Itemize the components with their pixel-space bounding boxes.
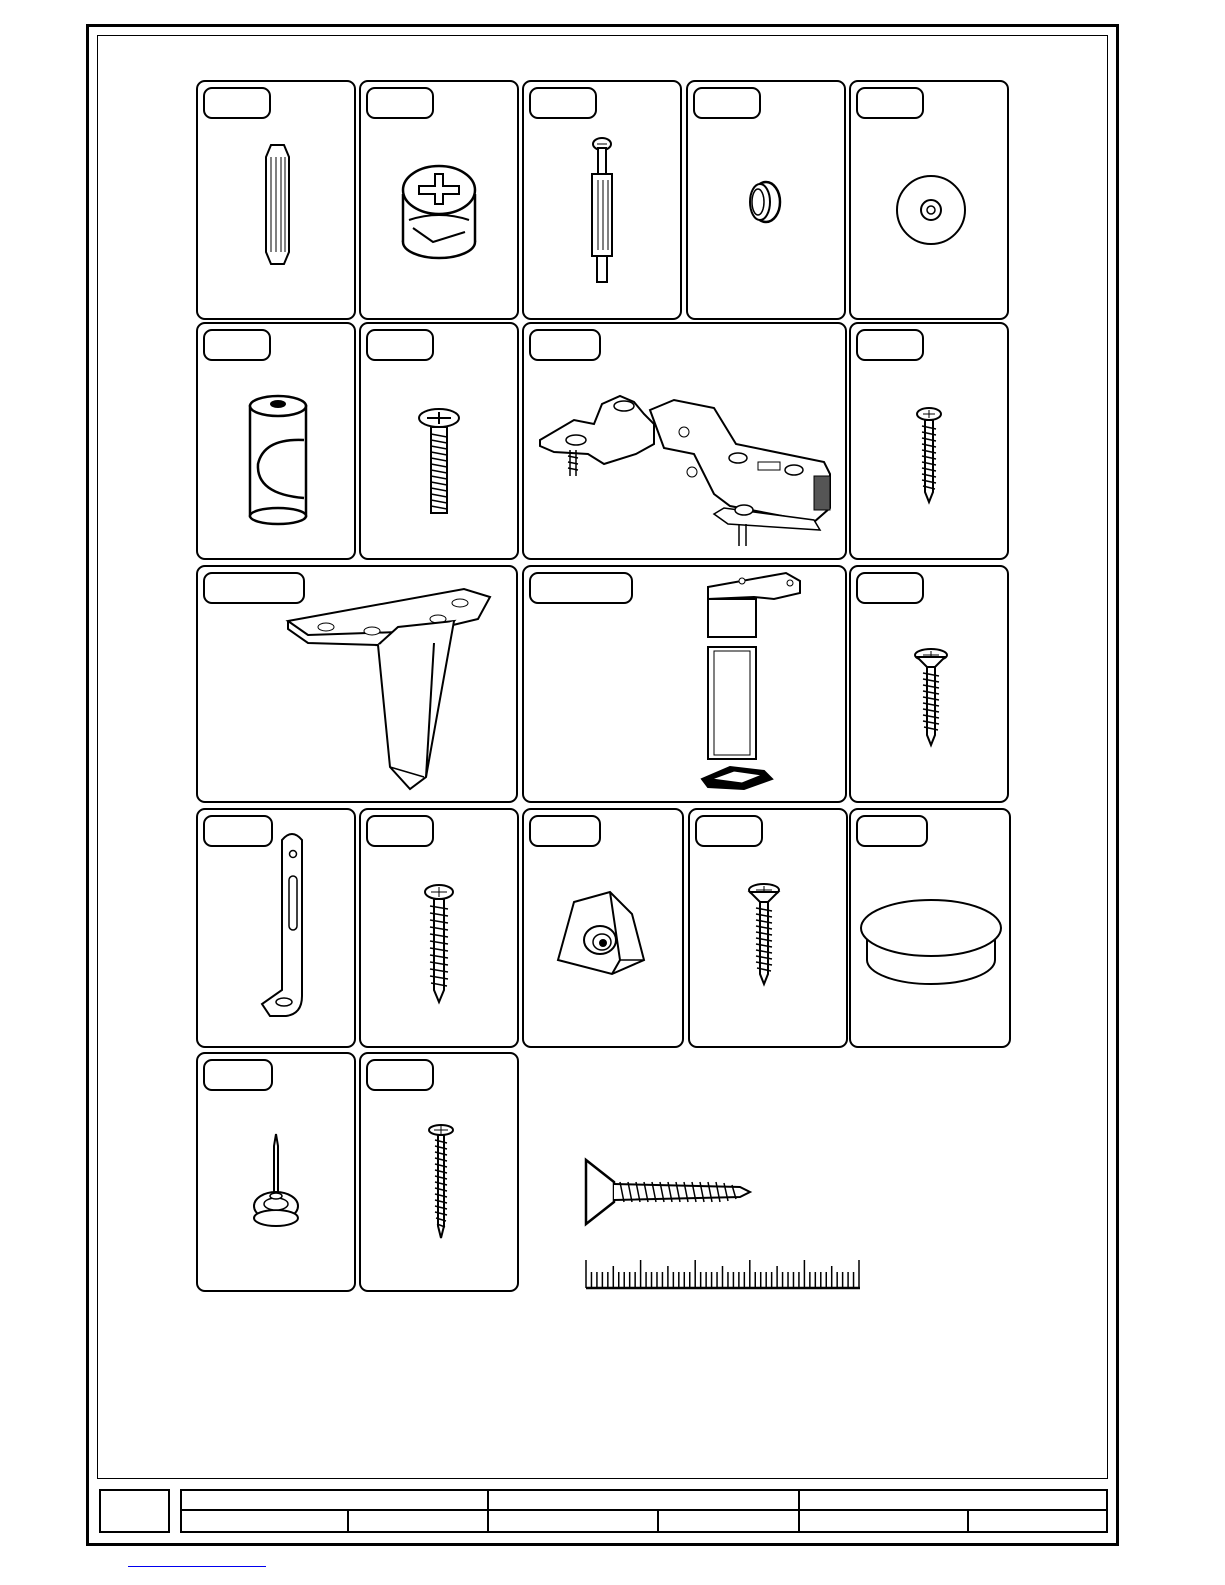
title-block-cell [799, 1489, 1108, 1510]
part-panel-flat-head-screw [688, 808, 848, 1048]
part-panel-small-wood-screw [849, 322, 1009, 560]
hinge-icon [524, 324, 847, 560]
footer-link-underline[interactable] [128, 1566, 266, 1567]
part-panel-machine-screw [359, 322, 519, 560]
furniture-leg-icon [198, 567, 518, 803]
part-panel-plastic-bushing [686, 80, 846, 320]
part-panel-adjustable-leg [522, 565, 847, 803]
dowel-icon [198, 82, 356, 320]
part-panel-corner-block [522, 808, 684, 1048]
long-screw-icon [361, 1054, 519, 1292]
part-panel-hinge [522, 322, 847, 560]
connector-bolt-icon [524, 82, 682, 320]
part-panel-long-screw [359, 1052, 519, 1292]
machine-screw-icon [361, 324, 519, 560]
title-block-cell [968, 1510, 1108, 1533]
title-block-cell [180, 1489, 488, 1510]
part-panel-connector-bolt [522, 80, 682, 320]
part-panel-cam-lock [359, 80, 519, 320]
cam-lock-icon [361, 82, 519, 320]
title-block-cell [348, 1510, 488, 1533]
title-block [97, 1479, 1108, 1535]
part-panel-dowel [196, 80, 356, 320]
wood-screw-icon [851, 324, 1009, 560]
pan-head-screw-icon [361, 810, 519, 1048]
part-panel-cap-cover [849, 808, 1011, 1048]
flat-head-screw-icon [690, 810, 848, 1048]
part-panel-angle-bracket [196, 808, 356, 1048]
glide-nail-icon [198, 1054, 356, 1292]
part-panel-support-disc [849, 80, 1009, 320]
corner-block-icon [524, 810, 684, 1048]
disc-icon [851, 82, 1009, 320]
part-panel-countersunk-screw [849, 565, 1009, 803]
title-block-cell [799, 1510, 968, 1533]
part-panel-glide-nail [196, 1052, 356, 1292]
bushing-icon [688, 82, 846, 320]
title-block-cell [488, 1489, 799, 1510]
cap-cover-icon [851, 810, 1011, 1048]
title-block-cell [658, 1510, 799, 1533]
angle-bracket-icon [198, 810, 356, 1048]
part-panel-barrel-nut [196, 322, 356, 560]
scale-ruler [580, 1254, 870, 1294]
title-block-cell [180, 1510, 348, 1533]
adjustable-leg-icon [524, 567, 847, 803]
barrel-nut-icon [198, 324, 356, 560]
part-panel-pan-head-screw [359, 808, 519, 1048]
title-block-cell [488, 1510, 658, 1533]
part-panel-furniture-leg [196, 565, 518, 803]
countersunk-screw-icon [851, 567, 1009, 803]
title-block-code-cell [99, 1489, 170, 1533]
